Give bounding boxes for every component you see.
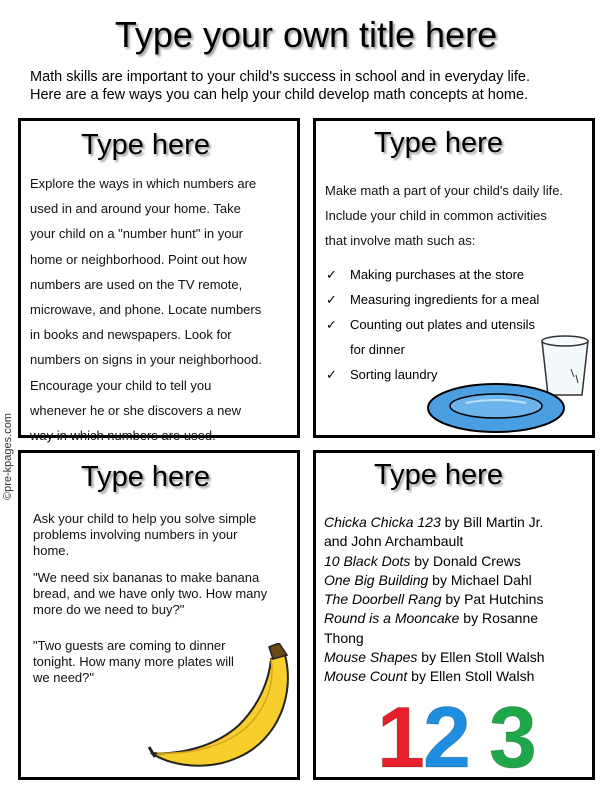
body-line: Ask your child to help you solve simple	[33, 511, 257, 526]
body-line: way in which numbers are used.	[30, 428, 216, 444]
intro-line: Math skills are important to your child's success in school and in everyday life.	[30, 69, 531, 85]
checklist-item	[326, 267, 539, 292]
book-entry	[324, 552, 545, 571]
box-title: Type here	[374, 459, 503, 491]
digit-3-glyph: 3	[489, 691, 537, 773]
book-entry	[324, 629, 545, 648]
book-title: Round is a Mooncake	[324, 610, 460, 627]
glass-icon	[542, 336, 588, 395]
book-author: by Ellen Stoll Walsh	[407, 668, 535, 685]
checklist-item-label: Counting out plates and utensils	[350, 317, 536, 332]
book-author: by Michael Dahl	[428, 571, 532, 588]
box-book-list	[313, 450, 595, 780]
book-list	[324, 513, 545, 687]
page-title: Type your own title here	[114, 14, 498, 55]
body-line: Make math a part of your child's daily life.	[325, 183, 564, 198]
box-explore-numbers	[18, 118, 300, 444]
box-title: Type here	[374, 127, 503, 159]
plate-icon	[428, 384, 564, 432]
watermark: ©pre-kpages.com	[2, 413, 14, 500]
book-author: by Donald Crews	[410, 552, 521, 569]
checklist-item-label: Making purchases at the store	[350, 267, 525, 282]
book-author: by Ellen Stoll Walsh	[417, 649, 545, 666]
book-entry	[324, 571, 545, 590]
intro-line: Here are a few ways you can help your child develop math concepts at home.	[30, 87, 529, 103]
box-body	[325, 178, 563, 253]
book-title: The Doorbell Rang	[324, 591, 442, 608]
body-line: we need?"	[33, 670, 94, 685]
book-title: Mouse Shapes	[324, 649, 418, 666]
checklist-item-label: for dinner	[350, 342, 405, 357]
plate-and-glass-illustration	[426, 329, 592, 435]
book-entry	[324, 667, 545, 686]
book-author: by Rosanne	[459, 610, 539, 627]
box-word-problems	[18, 450, 300, 780]
body-line: whenever he or she discovers a new	[30, 402, 242, 418]
body-line: Include your child in common activities	[325, 208, 547, 223]
box-title: Type here	[81, 129, 210, 161]
book-title: Chicka Chicka 123	[324, 514, 441, 530]
book-title: 10 Black Dots	[324, 552, 411, 569]
body-line: used in and around your home. Take	[30, 201, 241, 217]
body-line: numbers on signs in your neighborhood.	[30, 352, 262, 368]
box-body	[30, 171, 262, 448]
body-line: problems involving numbers in your	[33, 527, 238, 542]
book-author: by Bill Martin Jr.	[440, 514, 544, 530]
banana-icon	[139, 643, 299, 778]
book-entry	[324, 590, 545, 609]
check-icon: ✓	[326, 367, 337, 382]
intro-paragraph	[30, 68, 590, 104]
body-line: home or neighborhood. Point out how	[30, 251, 247, 267]
body-line: tonight. How many more plates will	[33, 654, 234, 669]
paragraph	[33, 570, 267, 618]
body-line: your child on a "number hunt" in your	[30, 226, 244, 242]
body-line: Explore the ways in which numbers are	[30, 176, 257, 191]
book-title: One Big Building	[324, 571, 429, 588]
body-line: numbers are used on the TV remote,	[30, 276, 243, 292]
numbers-123-illustration	[371, 691, 551, 773]
paragraph	[33, 511, 267, 559]
body-line: bread, and we have only two. How many	[33, 586, 268, 601]
checklist-item-label: Measuring ingredients for a meal	[350, 292, 540, 307]
book-title: Mouse Count	[324, 668, 408, 685]
box-title: Type here	[81, 461, 210, 493]
body-line: "Two guests are coming to dinner	[33, 638, 226, 653]
check-icon: ✓	[326, 317, 337, 332]
body-line: that involve math such as:	[325, 233, 476, 248]
body-line: home.	[33, 543, 70, 558]
check-icon: ✓	[326, 267, 337, 282]
body-line: microwave, and phone. Locate numbers	[30, 302, 262, 318]
book-author: and John Archambault	[324, 533, 464, 550]
digit-2-glyph: 2	[423, 691, 471, 773]
checklist-item	[326, 292, 539, 317]
checklist-item-label: Sorting laundry	[350, 367, 438, 382]
body-line: in books and newspapers. Look for	[30, 327, 232, 343]
digit-1-glyph: 1	[377, 691, 425, 773]
book-entry	[324, 532, 545, 551]
book-entry	[324, 648, 545, 667]
book-author: by Pat Hutchins	[441, 591, 544, 608]
book-author: Thong	[324, 629, 364, 646]
body-line: more do we need to buy?"	[33, 602, 185, 617]
box-daily-math	[313, 118, 595, 438]
book-entry	[324, 609, 545, 628]
body-line: Encourage your child to tell you	[30, 377, 212, 393]
check-icon: ✓	[326, 292, 337, 307]
body-line: "We need six bananas to make banana	[33, 570, 260, 585]
book-entry	[324, 513, 545, 532]
